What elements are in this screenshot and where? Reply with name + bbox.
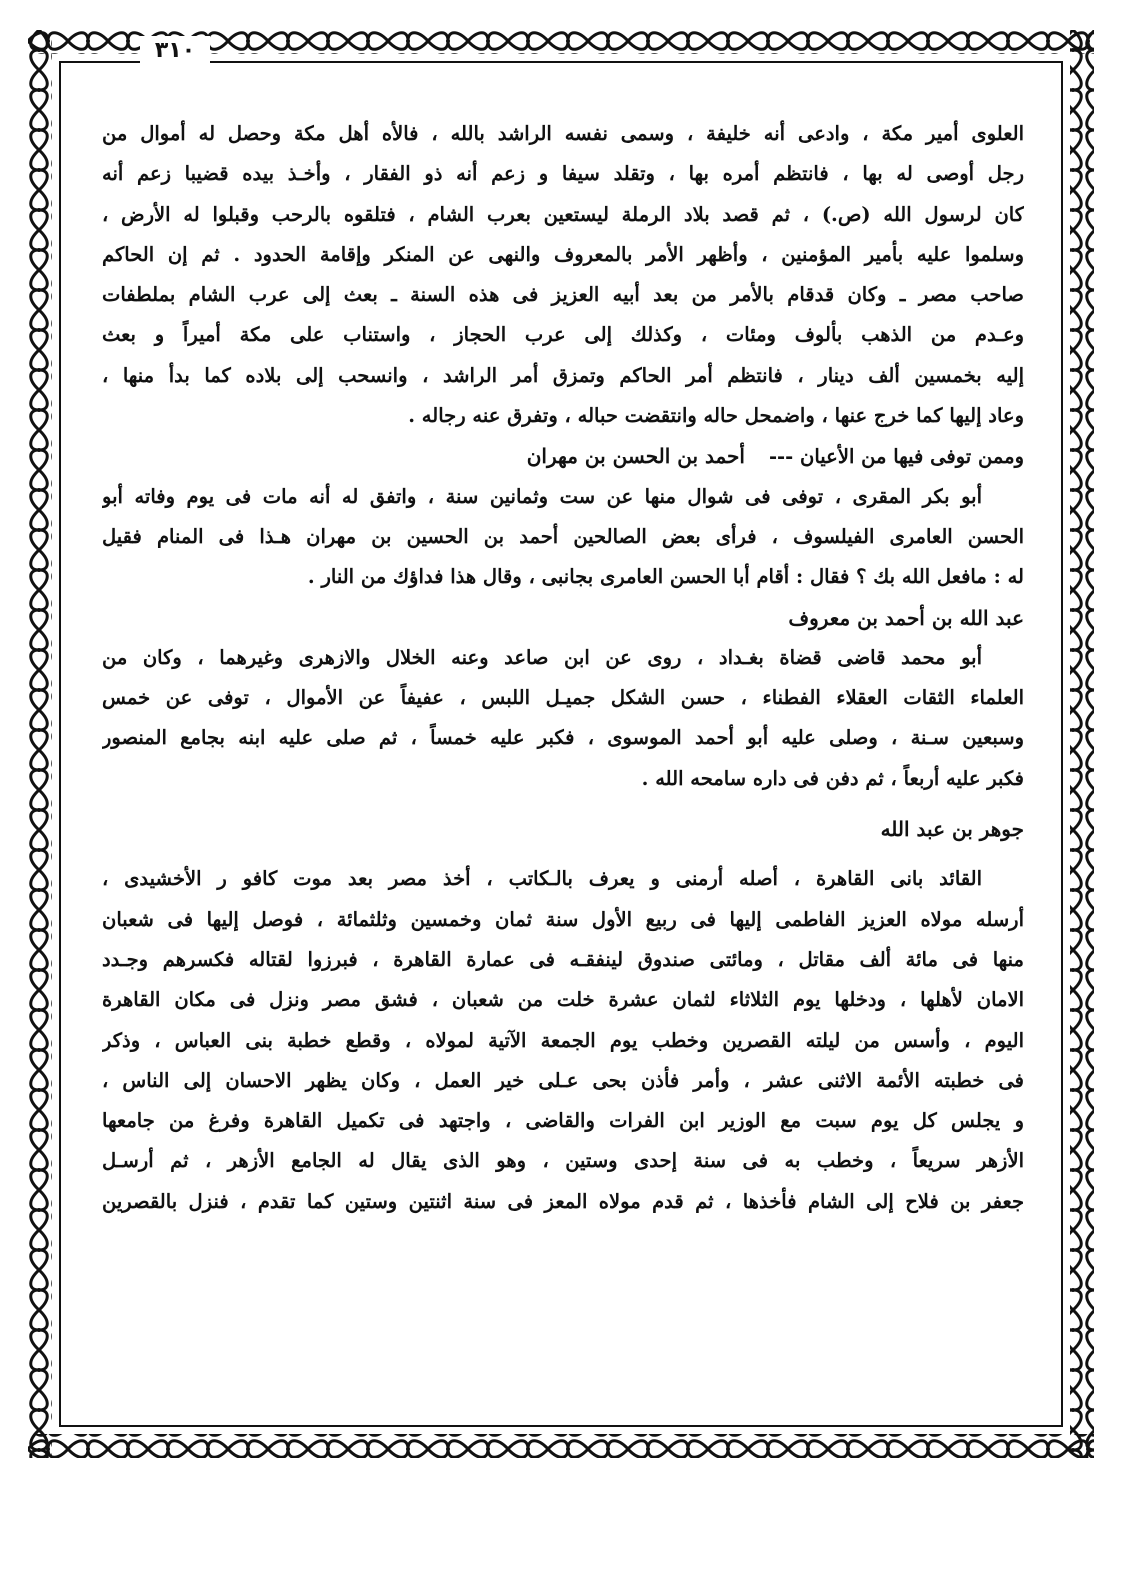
deaths-intro-line: [102, 436, 1024, 476]
text-line: العلماء الثقات العقلاء الفطناء ، حسن الشكل جميـل اللبس ، عفيفاً عن الأموال ، توفى عن خمس: [102, 686, 1024, 710]
text-line: أرسله مولاه العزيز الفاطمى إليها فى ربيع الأول سنة ثمان وخمسين وثلثمائة ، فوصل إليها فى شعبان: [102, 907, 1024, 931]
deaths-intro: وممن توفى فيها من الأعيان ---: [768, 445, 1024, 469]
text-line: العلوى أمير مكة ، وادعى أنه خليفة ، وسمى نفسه الراشد بالله ، فالأه أهل مكة وحصل له أموال من: [102, 122, 1024, 145]
text-line: رجل أوصى له بها ، فانتظم أمره بها ، وتقلد سيفا و زعم أنه ذو الفقار ، وأخـذ بيده قضيبا زعم أنه: [102, 162, 1024, 186]
text-line: الامان لأهلها ، ودخلها يوم الثلاثاء لثمان عشرة خلت من شعبان ، فشق مصر ونزل فى مكان القاهرة: [102, 988, 1024, 1012]
text-line: اليوم ، وأسس من ليلته القصرين وخطب يوم الجمعة الآتية لمولاه ، وقطع خطبة بنى العباس ، وذكر: [102, 1028, 1024, 1052]
text-line: أبو محمد قاضى قضاة بغـداد ، روى عن ابن صاعد وعنه الخلال والازهرى وغيرهما ، وكان من: [102, 645, 982, 669]
text-line: له : مافعل الله بك ؟ فقال : أقام أبا الحسن العامرى بجانبى ، وقال هذا فداؤك من النار .: [307, 565, 1024, 589]
text-line: جعفر بن فلاح إلى الشام فأخذها ، ثم قدم مولاه المعز فى سنة اثنتين وستين كما تقدم ، فنزل بالقصرين: [102, 1189, 1024, 1213]
page-number: ٣١٠: [140, 36, 210, 66]
text-line: أبو بكر المقرى ، توفى فى شوال منها عن ست وثمانين سنة ، واتفق له أنه مات فى يوم وفاته أبو: [102, 484, 982, 508]
text-line: وسلموا عليه بأمير المؤمنين ، وأظهر الأمر بالمعروف والنهى عن المنكر وإقامة الحدود . ثم إن الحاكم: [102, 242, 1024, 266]
text-line: القائد بانى القاهرة ، أصله أرمنى و يعرف بالـكاتب ، أخذ مصر بعد موت كافو ر الأخشيدى ،: [102, 867, 982, 891]
text-line: فكبر عليه أربعاً ، ثم دفن فى داره سامحه الله .: [641, 766, 1024, 790]
entry-heading: عبد الله بن أحمد بن معروف: [788, 605, 1024, 630]
entry-heading: أحمد بن الحسن بن مهران: [526, 444, 745, 469]
entry-heading: جوهر بن عبد الله: [880, 817, 1024, 842]
text-line: فى خطبته الأئمة الاثنى عشر ، وأمر فأذن بحى عـلى خير العمل ، وكان يظهر الاحسان إلى الناس ،: [102, 1068, 1024, 1092]
text-line: إليه بخمسين ألف دينار ، فانتظم أمر الحاكم وتمزق أمر الراشد ، وانسحب إلى بلاده كما بدأ منها ،: [102, 363, 1024, 387]
text-line: الأزهر سريعاً ، وخطب به فى سنة إحدى وستين ، وهو الذى يقال له الجامع الأزهر ، ثم أرسـل: [102, 1149, 1024, 1173]
text-line: وسبعين سـنة ، وصلى عليه أبو أحمد الموسوى ، فكبر عليه خمساً ، ثم صلى عليه ابنه بجامع المنصور: [102, 726, 1024, 750]
page-body: [102, 114, 1024, 1222]
text-line: صاحب مصر ـ وكان قدقام بالأمر من بعد أبيه العزيز فى هذه السنة ـ بعث إلى عرب الشام بملطفات: [102, 283, 1024, 307]
text-line: الحسن العامرى الفيلسوف ، فرأى بعض الصالحين أحمد بن الحسين بن مهران هـذا فى المنام فقيل: [102, 524, 1024, 548]
text-line: منها فى مائة ألف مقاتل ، ومائتى صندوق لينفقـه فى عمارة القاهرة ، فبرزوا لقتاله فكسرهم وجـدد: [102, 947, 1024, 971]
text-line: وعاد إليها كما خرج عنها ، واضمحل حاله وانتقضت حباله ، وتفرق عنه رجاله .: [408, 404, 1024, 428]
text-line: و يجلس كل يوم سبت مع الوزير ابن الفرات والقاضى ، واجتهد فى تكميل القاهرة وفرغ من جامعها: [102, 1109, 1024, 1133]
text-line: وعـدم من الذهب بألوف ومئات ، وكذلك إلى عرب الحجاز ، واستناب على مكة أميراً و بعث: [102, 323, 1024, 347]
text-line: كان لرسول الله (ص.) ، ثم قصد بلاد الرملة ليستعين بعرب الشام ، فتلقوه بالرحب وقبلوا له الأرض ،: [102, 202, 1024, 226]
